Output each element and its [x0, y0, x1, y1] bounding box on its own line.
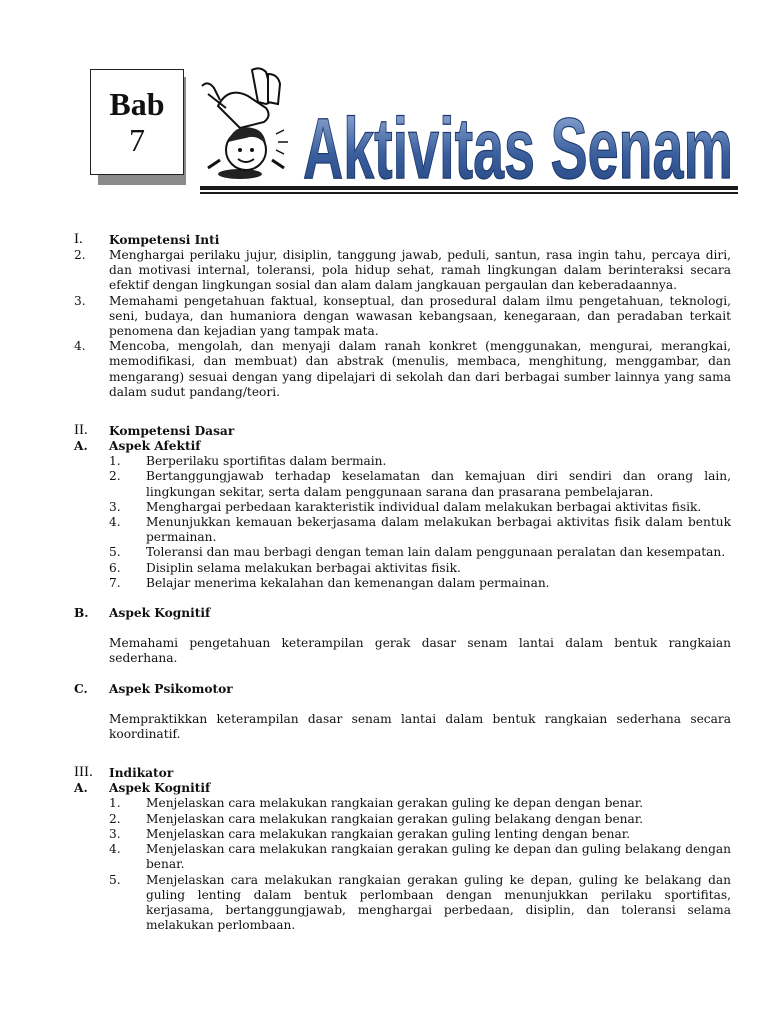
list-item: 5. Toleransi dan mau berbagi dengan teman lain dalam penggunaan peralatan dan kesempatan. [109, 545, 726, 560]
section-indikator-heading [74, 764, 731, 781]
cartoon-gymnast-icon [198, 64, 302, 188]
list-item: 3. Menjelaskan cara melakukan rangkaian gerakan guling lenting dengan benar. [109, 826, 631, 841]
subsection-heading: A. Aspek Afektif [74, 439, 201, 454]
afektif-list [74, 454, 731, 591]
list-item: 4. Menunjukkan kemauan bekerjasama dalam melakukan berbagai aktivitas fisik dalam bentuk permainan. [109, 515, 731, 545]
list-item: 2. Bertanggungjawab terhadap keselamatan dan kemajuan diri sendiri dan orang lain, lingkungan sekitar, serta dalam penggunaan sarana dan prasarana pembelajaran. [109, 469, 731, 499]
list-item: 5. Menjelaskan cara melakukan rangkaian gerakan guling ke depan, guling ke belakang dan guling lenting dalam bentuk perlombaan dengan menunjukkan perilaku sportifitas, kerjasama, bertanggungjawab, menghargai perbedaan, disiplin, dan toleransi selama melakukan perlombaan. [109, 872, 731, 933]
document-body [74, 231, 731, 933]
title-underline-thin [200, 192, 738, 194]
section-heading: Indikator [109, 766, 174, 781]
chapter-number: 7 [129, 122, 145, 158]
section-numeral: II. [74, 422, 88, 439]
subsection-heading: C. Aspek Psikomotor [74, 681, 233, 696]
list-item: 4. Menjelaskan cara melakukan rangkaian gerakan guling ke depan dan guling belakang dengan benar. [109, 842, 731, 872]
indikator-list [74, 796, 731, 933]
section-kompetensi-dasar-heading [74, 422, 731, 439]
list-item: 6. Disiplin selama melakukan berbagai aktivitas fisik. [109, 560, 461, 575]
section-numeral: III. [74, 764, 93, 781]
list-item: 4. Mencoba, mengolah, dan menyaji dalam ranah konkret (menggunakan, mengurai, merangkai, memodifikasi, dan membuat) dan abstrak (menulis, membaca, menghitung, menggambar, dan mengarang) sesuai dengan yang dipelajari di sekolah dan dari berbagai sumber lainnya yang sama dalam sudut pandang/teori. [74, 339, 731, 399]
list-item: 2. Menghargai perilaku jujur, disiplin, tanggung jawab, peduli, santun, rasa ingin tahu, percaya diri, dan motivasi internal, toleransi, pola hidup sehat, ramah lingkungan dalam berinteraksi secara efektif dengan lingkungan sosial dan alam dalam jangkauan pergaulan dan keberadaannya. [74, 248, 731, 293]
chapter-box [90, 69, 184, 175]
chapter-label: Bab [109, 86, 165, 122]
section-kompetensi-inti-heading [74, 231, 731, 248]
section-numeral: I. [74, 231, 83, 247]
section-heading: Kompetensi Dasar [109, 423, 235, 438]
chapter-title-wordart [300, 86, 740, 186]
list-item: 3. Memahami pengetahuan faktual, konseptual, dan prosedural dalam ilmu pengetahuan, teknologi, seni, budaya, dan humaniora dengan wawasan kebangsaan, kenegaraan, dan peradaban terkait penomena dan kejadian yang tampak mata. [74, 293, 731, 339]
list-item: 1. Berperilaku sportifitas dalam bermain. [109, 454, 387, 469]
paragraph: Memahami pengetahuan keterampilan gerak dasar senam lantai dalam bentuk rangkaian sederhana. [109, 636, 731, 666]
list-item: 7. Belajar menerima kekalahan dan kemenangan dalam permainan. [109, 575, 550, 590]
title-underline [200, 186, 738, 190]
list-item: 3. Menghargai perbedaan karakteristik individual dalam melakukan berbagai aktivitas fisik. [109, 499, 702, 514]
list-item: 1. Menjelaskan cara melakukan rangkaian gerakan guling ke depan dengan benar. [109, 796, 644, 811]
paragraph: Mempraktikkan keterampilan dasar senam lantai dalam bentuk rangkaian sederhana secara koordinatif. [109, 711, 731, 742]
subsection-heading: A. Aspek Kognitif [74, 781, 211, 796]
chapter-title: Aktivitas Senam [303, 101, 733, 186]
section-heading: Kompetensi Inti [109, 232, 220, 247]
subsection-heading: B. Aspek Kognitif [74, 606, 211, 621]
list-item: 2. Menjelaskan cara melakukan rangkaian gerakan guling belakang dengan benar. [109, 811, 644, 826]
